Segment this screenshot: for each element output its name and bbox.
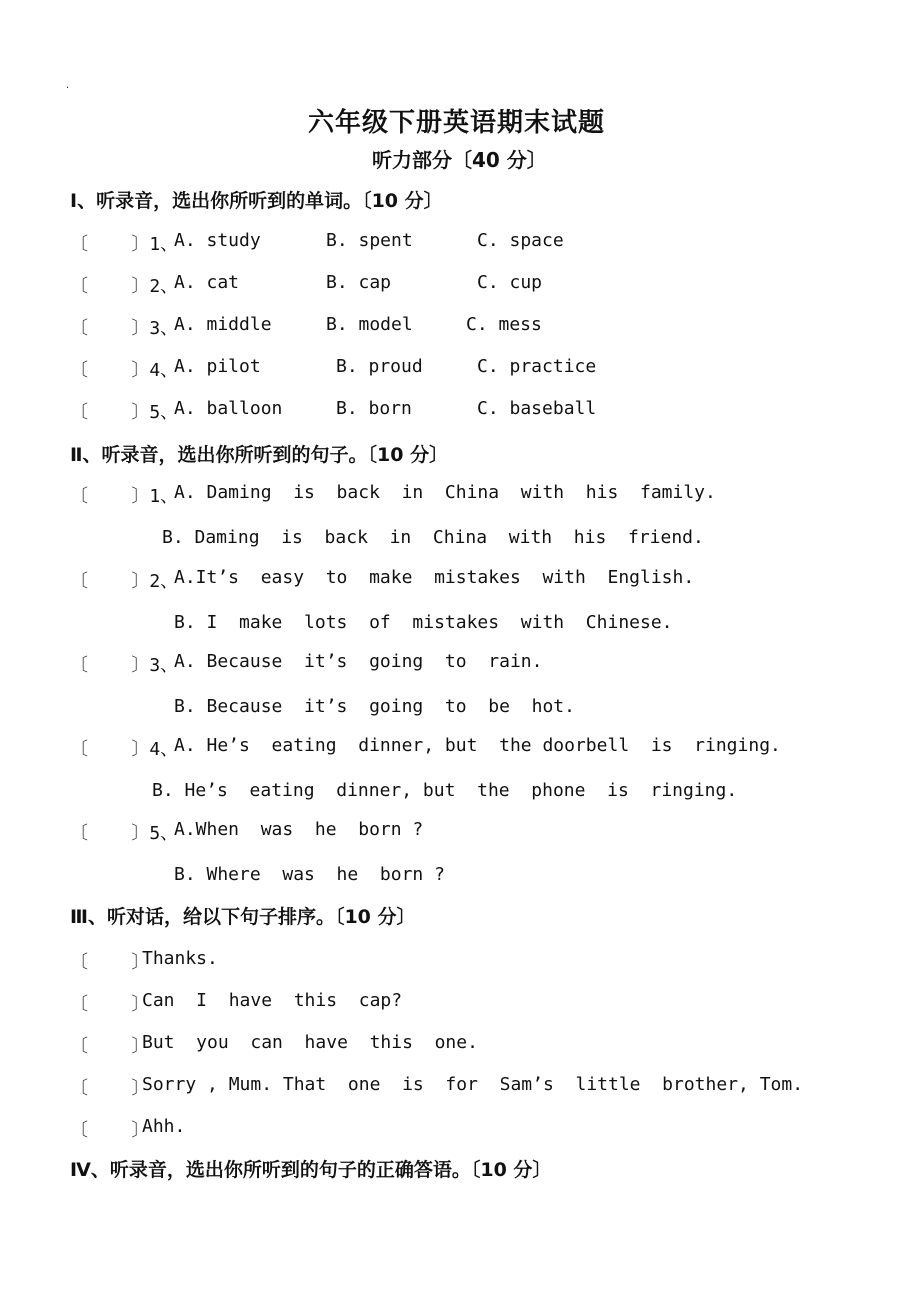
option-a: A. middle [174,314,272,335]
answer-bracket[interactable]: 〔 〕 [70,994,150,1015]
option-a: A. cat [174,272,240,293]
answer-bracket[interactable]: 〔 〕2、 [70,276,179,297]
option-c: C. baseball [477,398,597,419]
answer-bracket[interactable]: 〔 〕2、 [70,571,179,592]
sentence-text: Thanks. [142,948,218,969]
answer-bracket[interactable]: 〔 〕1、 [70,234,179,255]
answer-bracket[interactable]: 〔 〕 [70,1120,150,1141]
option-b: B. spent [326,230,413,251]
option-b: B. born [336,398,412,419]
answer-bracket[interactable]: 〔 〕5、 [70,402,179,423]
option-a: A. study [174,230,261,251]
option-c: C. practice [477,356,597,377]
page-subtitle: 听力部分〔40 分〕 [372,148,547,172]
option-a: A. balloon [174,398,283,419]
answer-bracket[interactable]: 〔 〕 [70,952,150,973]
sentence-text: But you can have this one. [142,1032,478,1053]
sentence-text: Can I have this cap? [142,990,403,1011]
answer-bracket[interactable]: 〔 〕 [70,1036,150,1057]
option-b: B. proud [336,356,423,377]
section-4-heading: Ⅳ、听录音，选出你所听到的句子的正确答语。〔10 分〕 [70,1159,552,1181]
option-a: A.When was he born ? [174,819,424,840]
option-b: B. I make lots of mistakes with Chinese. [174,612,673,633]
option-c: C. mess [466,314,542,335]
corner-dot: . [66,80,70,91]
sentence-text: Ahh. [142,1116,186,1137]
option-a: A. pilot [174,356,261,377]
option-b: B. Daming is back in China with his friend. [162,527,704,548]
option-a: A. Daming is back in China with his family. [174,482,716,503]
page-title: 六年级下册英语期末试题 [308,108,606,138]
option-c: C. space [477,230,564,251]
option-b: B. model [326,314,413,335]
answer-bracket[interactable]: 〔 〕5、 [70,823,179,844]
answer-bracket[interactable]: 〔 〕1、 [70,486,179,507]
option-b: B. cap [326,272,392,293]
section-2-heading: Ⅱ、听录音，选出你所听到的句子。〔10 分〕 [70,444,449,466]
option-a: A. He’s eating dinner, but the doorbell is ringing. [174,735,781,756]
option-b: B. He’s eating dinner, but the phone is ringing. [152,780,738,801]
answer-bracket[interactable]: 〔 〕3、 [70,655,179,676]
answer-bracket[interactable]: 〔 〕 [70,1078,150,1099]
section-1-heading: Ⅰ、听录音，选出你所听到的单词。〔10 分〕 [70,190,443,212]
sentence-text: Sorry , Mum. That one is for Sam’s little brother, Tom. [142,1074,804,1095]
option-b: B. Where was he born ? [174,864,445,885]
option-b: B. Because it’s going to be hot. [174,696,575,717]
option-c: C. cup [477,272,543,293]
answer-bracket[interactable]: 〔 〕4、 [70,360,179,381]
section-3-heading: Ⅲ、听对话，给以下句子排序。〔10 分〕 [70,906,416,928]
answer-bracket[interactable]: 〔 〕3、 [70,318,179,339]
option-a: A.It’s easy to make mistakes with English. [174,567,695,588]
answer-bracket[interactable]: 〔 〕4、 [70,739,179,760]
option-a: A. Because it’s going to rain. [174,651,543,672]
